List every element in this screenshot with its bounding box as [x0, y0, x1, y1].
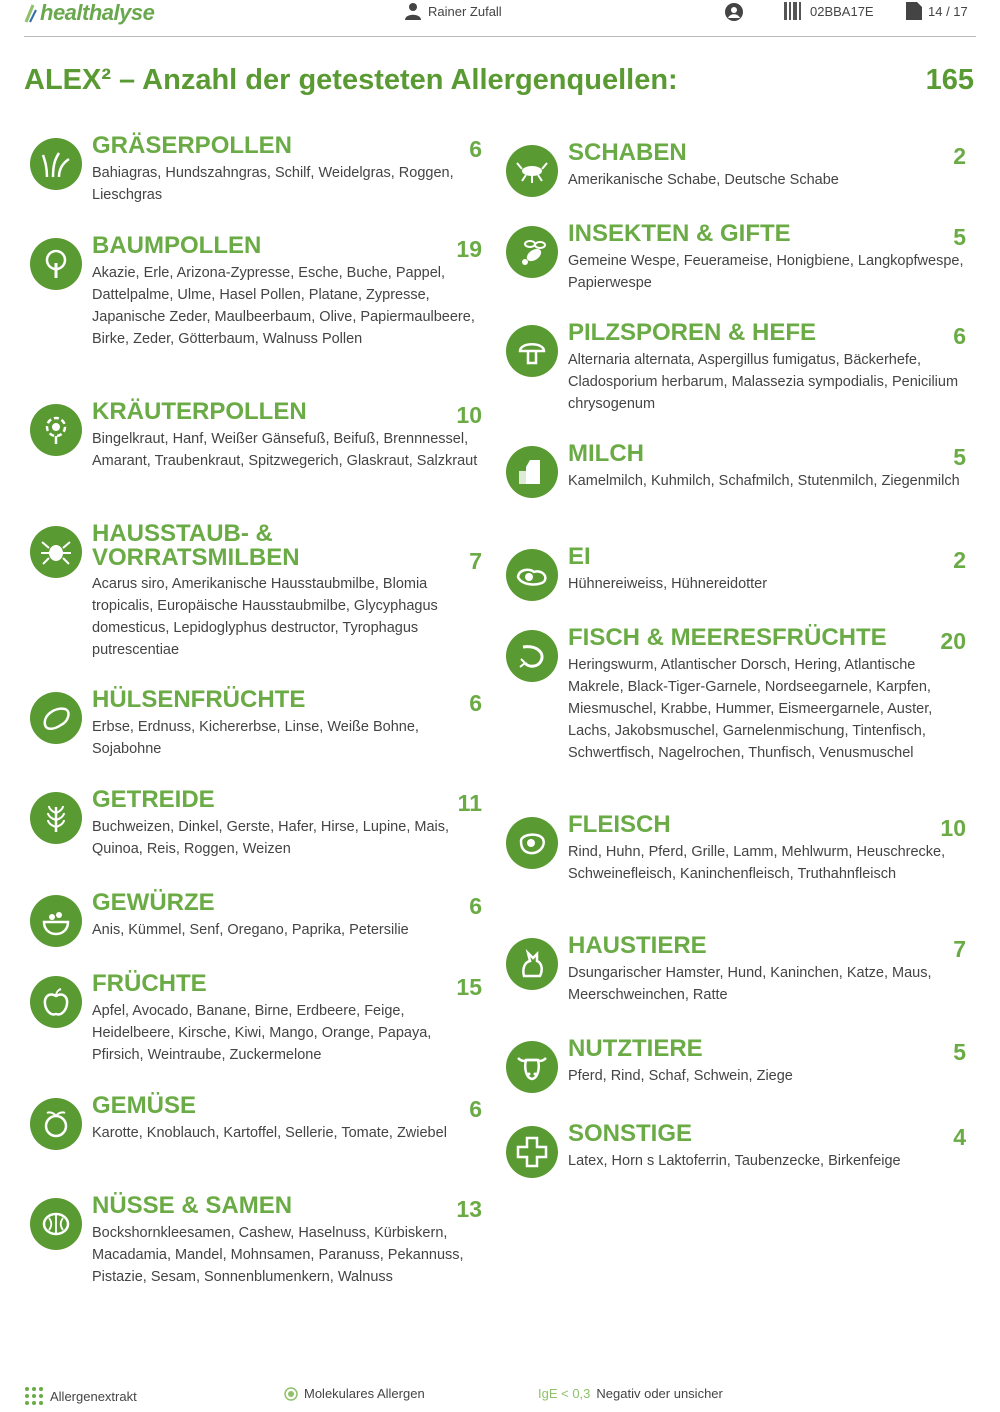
category-items: Amerikanische Schabe, Deutsche Schabe — [568, 172, 839, 188]
category-count: 5 — [953, 444, 966, 470]
category-name: SONSTIGE — [568, 1120, 693, 1147]
page-number-text: 14 / 17 — [928, 3, 968, 19]
mite-icon — [30, 526, 82, 578]
user-info — [404, 2, 502, 20]
category-name: EI — [568, 543, 591, 570]
barcode-icon — [784, 2, 804, 20]
spice-bowl-icon — [30, 895, 82, 947]
category-count: 5 — [953, 224, 966, 250]
milk-icon — [506, 446, 558, 498]
category-name: NUTZTIERE — [568, 1035, 703, 1062]
pet-icon — [506, 938, 558, 990]
category-name: HAUSTIERE — [568, 932, 707, 959]
category-count: 5 — [953, 1039, 966, 1065]
category-items: Kamelmilch, Kuhmilch, Schafmilch, Stutenmilch, Ziegenmilch — [568, 473, 960, 489]
category-count: 10 — [940, 815, 966, 841]
category-items: Gemeine Wespe, Feuerameise, Honigbiene, Langkopfwespe, Papierwespe — [568, 253, 964, 291]
category-count: 6 — [469, 136, 482, 162]
bean-icon — [30, 692, 82, 744]
legend-negative — [538, 1386, 723, 1401]
page-header — [24, 0, 976, 37]
category-name: PILZSPOREN & HEFE — [568, 319, 817, 346]
nut-icon — [30, 1198, 82, 1250]
category-items: Buchweizen, Dinkel, Gerste, Hafer, Hirse, Lupine, Mais, Quinoa, Reis, Roggen, Weizen — [92, 819, 450, 857]
category-count: 10 — [456, 402, 482, 428]
category-items: Acarus siro, Amerikanische Hausstaubmilbe, Blomia tropicalis, Europäische Hausstaubmilbe, Glycyphagus domesticus, Lepidoglyphus destructor, Tyrophagus putrescentiae — [92, 576, 438, 658]
category-items: Latex, Horn s Laktoferrin, Taubenzecke, Birkenfeige — [568, 1153, 901, 1169]
category-items: Hühnereiweiss, Hühnereidotter — [568, 576, 768, 592]
category-name: GETREIDE — [92, 786, 215, 813]
logo-text: healthalyse — [40, 0, 155, 25]
egg-icon — [506, 549, 558, 601]
dot-grid-icon — [24, 1386, 44, 1406]
category-count: 7 — [469, 548, 482, 574]
legend-molecular — [284, 1386, 425, 1401]
logo-mark-icon — [24, 2, 38, 24]
account-icon — [724, 2, 744, 22]
category-count: 6 — [469, 1096, 482, 1122]
category-name: HÜLSENFRÜCHTE — [92, 686, 306, 713]
sample-id — [784, 2, 874, 20]
legend-negative-label: Negativ oder unsicher — [596, 1386, 723, 1401]
category-count: 2 — [953, 547, 966, 573]
category-count: 11 — [457, 790, 482, 816]
user-name: Rainer Zufall — [428, 3, 502, 19]
category-count: 19 — [456, 236, 482, 262]
category-count: 6 — [469, 893, 482, 919]
category-items: Alternaria alternata, Aspergillus fumigatus, Bäckerhefe, Cladosporium herbarum, Malassezia sympodialis, Penicilium chrysogenum — [568, 352, 959, 412]
vegetable-icon — [30, 1098, 82, 1150]
cow-icon — [506, 1041, 558, 1093]
category-name: FISCH & MEERESFRÜCHTE — [568, 624, 887, 651]
category-name: BAUMPOLLEN — [92, 232, 262, 259]
mushroom-icon — [506, 325, 558, 377]
category-count: 7 — [953, 936, 966, 962]
cockroach-icon — [506, 145, 558, 197]
category-items: Dsungarischer Hamster, Hund, Kaninchen, Katze, Maus, Meerschweinchen, Ratte — [568, 965, 932, 1003]
cross-icon — [506, 1126, 558, 1178]
category-items: Bingelkraut, Hanf, Weißer Gänsefuß, Beifuß, Brennnessel, Amarant, Traubenkraut, Spitzwegerich, Glaskraut, Salzkraut — [92, 431, 478, 469]
category-count: 20 — [940, 628, 966, 654]
shrimp-icon — [506, 630, 558, 682]
category-items: Heringswurm, Atlantischer Dorsch, Hering, Atlantische Makrele, Black-Tiger-Garnele, Nordseegarnele, Karpfen, Miesmuschel, Krabbe, Hummer, Eismeergarnele, Auster, Lachs, Jakobsmuschel, Garnelenmischung, Tintenfisch, Schwertfisch, Nagelrochen, Thunfisch, Venusmuschel — [568, 657, 933, 761]
wasp-icon — [506, 226, 558, 278]
total-count: 165 — [925, 64, 974, 96]
wheat-icon — [30, 792, 82, 844]
category-items: Akazie, Erle, Arizona-Zypresse, Esche, Buche, Pappel, Dattelpalme, Ulme, Hasel Pollen, Platane, Zypresse, Japanische Zeder, Maulbeerbaum, Olive, Papiermaulbeere, Birke, Zeder, Götterbaum, Walnuss Pollen — [92, 265, 475, 347]
document-icon — [906, 2, 922, 20]
category-name: NÜSSE & SAMEN — [92, 1192, 293, 1219]
category-items: Bockshornkleesamen, Cashew, Haselnuss, Kürbiskern, Macadamia, Mandel, Mohnsamen, Paranuss, Pekannuss, Pistazie, Sesam, Sonnenblumenkern, Walnuss — [92, 1225, 464, 1285]
category-items: Karotte, Knoblauch, Kartoffel, Sellerie, Tomate, Zwiebel — [92, 1125, 447, 1141]
category-name: FLEISCH — [568, 811, 671, 838]
category-name: FRÜCHTE — [92, 970, 207, 997]
page-title: ALEX² – Anzahl der getesteten Allergenquellen: — [24, 64, 678, 96]
category-count: 6 — [953, 323, 966, 349]
molecule-icon — [284, 1387, 298, 1401]
category-count: 13 — [456, 1196, 482, 1222]
grass-icon — [30, 138, 82, 190]
category-items: Bahiagras, Hundszahngras, Schilf, Weidelgras, Roggen, Lieschgras — [92, 165, 454, 203]
logo — [24, 0, 154, 26]
legend-ige-threshold: IgE < 0,3 — [538, 1386, 591, 1401]
category-name: GEMÜSE — [92, 1092, 197, 1119]
meat-icon — [506, 817, 558, 869]
category-name: MILCH — [568, 440, 644, 467]
category-name: INSEKTEN & GIFTE — [568, 220, 791, 247]
category-name: SCHABEN — [568, 139, 687, 166]
apple-icon — [30, 976, 82, 1028]
category-name: GEWÜRZE — [92, 889, 215, 916]
legend-extract — [24, 1386, 137, 1406]
account-circle — [724, 2, 744, 22]
category-count: 2 — [953, 143, 966, 169]
category-items: Apfel, Avocado, Banane, Birne, Erdbeere, Feige, Heidelbeere, Kirsche, Kiwi, Mango, Orange, Papaya, Pfirsich, Weintraube, Zuckermelone — [92, 1003, 432, 1063]
category-items: Anis, Kümmel, Senf, Oregano, Paprika, Petersilie — [92, 922, 409, 938]
sample-id-text: 02BBA17E — [810, 3, 874, 19]
legend-extract-label: Allergenextrakt — [50, 1388, 137, 1404]
category-name: GRÄSERPOLLEN — [92, 132, 293, 159]
category-count: 15 — [456, 974, 482, 1000]
category-items: Erbse, Erdnuss, Kichererbse, Linse, Weiße Bohne, Sojabohne — [92, 719, 419, 757]
tree-icon — [30, 238, 82, 290]
category-name: KRÄUTERPOLLEN — [92, 398, 307, 425]
user-icon — [404, 2, 422, 20]
page-number — [906, 2, 968, 20]
category-count: 6 — [469, 690, 482, 716]
category-name: HAUSSTAUB- & VORRATSMILBEN — [92, 520, 300, 571]
legend-molecular-label: Molekulares Allergen — [304, 1386, 425, 1401]
category-items: Rind, Huhn, Pferd, Grille, Lamm, Mehlwurm, Heuschrecke, Schweinefleisch, Kaninchenfleisch, Truthahnfleisch — [568, 844, 946, 882]
flower-icon — [30, 404, 82, 456]
category-count: 4 — [953, 1124, 966, 1150]
category-items: Pferd, Rind, Schaf, Schwein, Ziege — [568, 1068, 793, 1084]
